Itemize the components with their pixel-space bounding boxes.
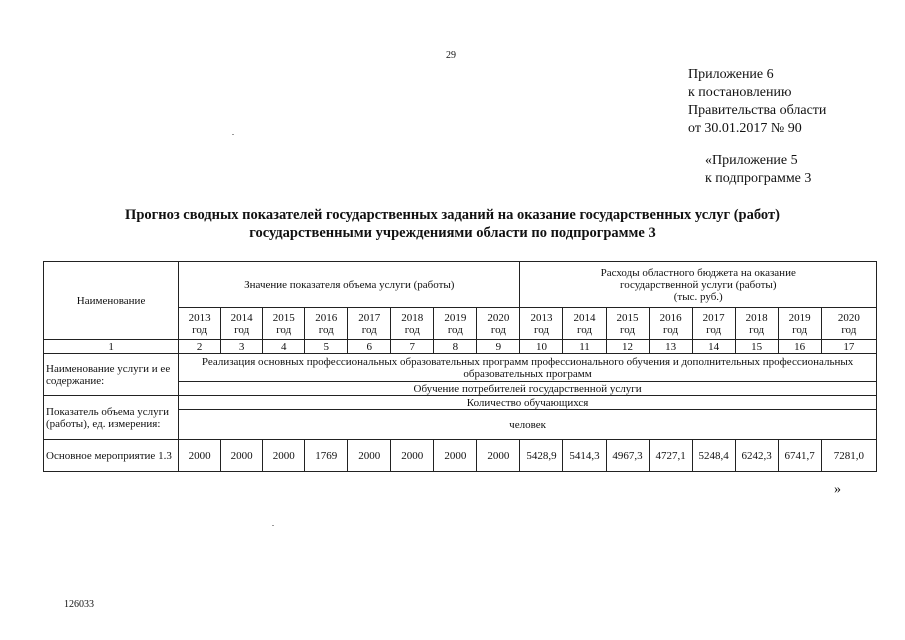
year-unit: год bbox=[234, 323, 250, 336]
appendix-line: «Приложение 5 bbox=[705, 153, 798, 168]
subprogram-appendix-reference bbox=[705, 152, 811, 188]
year-header bbox=[391, 308, 434, 340]
year-value: 2015 bbox=[272, 311, 295, 324]
year-header bbox=[606, 308, 649, 340]
expense-value: 4727,1 bbox=[649, 440, 692, 472]
column-number: 6 bbox=[348, 340, 391, 354]
year-header bbox=[778, 308, 821, 340]
volume-value: 1769 bbox=[305, 440, 348, 472]
service-label: Наименование услуги и ее содержание: bbox=[44, 354, 179, 396]
indicator-name: Количество обучающихся bbox=[179, 396, 877, 410]
service-name: Реализация основных профессиональных образовательных программ профессионального обучения и дополнительных профессиональных образовательных программ bbox=[179, 354, 877, 382]
indicator-label: Показатель объема услуги (работы), ед. измерения: bbox=[44, 396, 179, 440]
column-number: 3 bbox=[221, 340, 263, 354]
appendix-line: от 30.01.2017 № 90 bbox=[688, 121, 802, 136]
year-value: 2013 bbox=[530, 311, 553, 324]
year-unit: год bbox=[841, 323, 857, 336]
appendix-reference bbox=[688, 66, 826, 138]
document-title bbox=[60, 206, 845, 242]
year-value: 2015 bbox=[616, 311, 639, 324]
expense-value: 7281,0 bbox=[821, 440, 876, 472]
column-number: 16 bbox=[778, 340, 821, 354]
volume-value: 2000 bbox=[221, 440, 263, 472]
year-header bbox=[520, 308, 563, 340]
column-number: 2 bbox=[179, 340, 221, 354]
footer-code: 126033 bbox=[64, 599, 94, 610]
appendix-line: к подпрограмме 3 bbox=[705, 171, 812, 186]
appendix-line: к постановлению bbox=[688, 85, 792, 100]
year-header bbox=[477, 308, 520, 340]
column-number: 11 bbox=[563, 340, 606, 354]
column-number: 8 bbox=[434, 340, 477, 354]
appendix-line: Приложение 6 bbox=[688, 67, 774, 82]
activity-label: Основное мероприятие 1.3 bbox=[44, 440, 179, 472]
expense-value: 5428,9 bbox=[520, 440, 563, 472]
year-unit: год bbox=[404, 323, 420, 336]
year-value: 2017 bbox=[358, 311, 381, 324]
year-unit: год bbox=[447, 323, 463, 336]
column-number: 13 bbox=[649, 340, 692, 354]
header-name: Наименование bbox=[44, 262, 179, 340]
column-number: 5 bbox=[305, 340, 348, 354]
title-line: Прогноз сводных показателей государственных заданий на оказание государственных услуг (работ) bbox=[125, 207, 780, 223]
year-unit: год bbox=[490, 323, 506, 336]
volume-value: 2000 bbox=[391, 440, 434, 472]
year-value: 2020 bbox=[837, 311, 860, 324]
year-header bbox=[649, 308, 692, 340]
column-number: 7 bbox=[391, 340, 434, 354]
expense-value: 5414,3 bbox=[563, 440, 606, 472]
year-unit: год bbox=[749, 323, 765, 336]
volume-value: 2000 bbox=[348, 440, 391, 472]
volume-value: 2000 bbox=[477, 440, 520, 472]
expense-value: 6741,7 bbox=[778, 440, 821, 472]
column-number: 1 bbox=[44, 340, 179, 354]
header-expenses bbox=[520, 262, 877, 308]
year-value: 2018 bbox=[401, 311, 424, 324]
header-expenses-line: Расходы областного бюджета на оказание bbox=[600, 266, 796, 279]
scan-speck bbox=[272, 525, 274, 526]
year-unit: год bbox=[620, 323, 636, 336]
volume-value: 2000 bbox=[179, 440, 221, 472]
service-content: Обучение потребителей государственной услуги bbox=[179, 382, 877, 396]
year-unit: год bbox=[706, 323, 722, 336]
title-line: государственными учреждениями области по подпрограмме 3 bbox=[249, 225, 656, 241]
year-header bbox=[221, 308, 263, 340]
year-unit: год bbox=[663, 323, 679, 336]
year-unit: год bbox=[576, 323, 593, 336]
year-header bbox=[821, 308, 876, 340]
year-value: 2014 bbox=[573, 311, 596, 324]
year-value: 2019 bbox=[444, 311, 467, 324]
year-header bbox=[305, 308, 348, 340]
year-unit: год bbox=[276, 323, 292, 336]
year-header bbox=[563, 308, 606, 340]
forecast-table bbox=[43, 261, 877, 472]
year-value: 2020 bbox=[487, 311, 510, 324]
header-expenses-line: (тыс. руб.) bbox=[673, 290, 723, 303]
column-number: 10 bbox=[520, 340, 563, 354]
volume-value: 2000 bbox=[434, 440, 477, 472]
year-value: 2016 bbox=[315, 311, 338, 324]
column-number: 9 bbox=[477, 340, 520, 354]
year-value: 2013 bbox=[188, 311, 211, 324]
volume-value: 2000 bbox=[263, 440, 305, 472]
year-header bbox=[179, 308, 221, 340]
year-header bbox=[735, 308, 778, 340]
year-unit: год bbox=[533, 323, 549, 336]
year-header bbox=[348, 308, 391, 340]
year-value: 2018 bbox=[745, 311, 768, 324]
column-number: 17 bbox=[821, 340, 876, 354]
year-value: 2016 bbox=[659, 311, 682, 324]
column-number: 15 bbox=[735, 340, 778, 354]
expense-value: 4967,3 bbox=[606, 440, 649, 472]
column-number: 12 bbox=[606, 340, 649, 354]
table-row bbox=[44, 440, 877, 472]
expense-value: 6242,3 bbox=[735, 440, 778, 472]
appendix-line: Правительства области bbox=[688, 103, 827, 118]
year-unit: год bbox=[792, 323, 808, 336]
expense-value: 5248,4 bbox=[692, 440, 735, 472]
year-unit: год bbox=[361, 323, 377, 336]
year-value: 2014 bbox=[230, 311, 253, 324]
header-volume: Значение показателя объема услуги (работы) bbox=[179, 262, 520, 308]
year-header bbox=[263, 308, 305, 340]
indicator-unit: человек bbox=[179, 410, 877, 440]
year-header bbox=[434, 308, 477, 340]
year-unit: год bbox=[318, 323, 334, 336]
column-number: 14 bbox=[692, 340, 735, 354]
column-number-row bbox=[44, 340, 877, 354]
closing-quote: » bbox=[834, 482, 841, 497]
year-value: 2017 bbox=[702, 311, 725, 324]
header-expenses-line: государственной услуги (работы) bbox=[619, 278, 777, 291]
year-unit: год bbox=[192, 323, 208, 336]
year-header bbox=[692, 308, 735, 340]
year-value: 2019 bbox=[788, 311, 811, 324]
column-number: 4 bbox=[263, 340, 305, 354]
scan-speck bbox=[232, 134, 234, 135]
page-number: 29 bbox=[446, 50, 456, 61]
